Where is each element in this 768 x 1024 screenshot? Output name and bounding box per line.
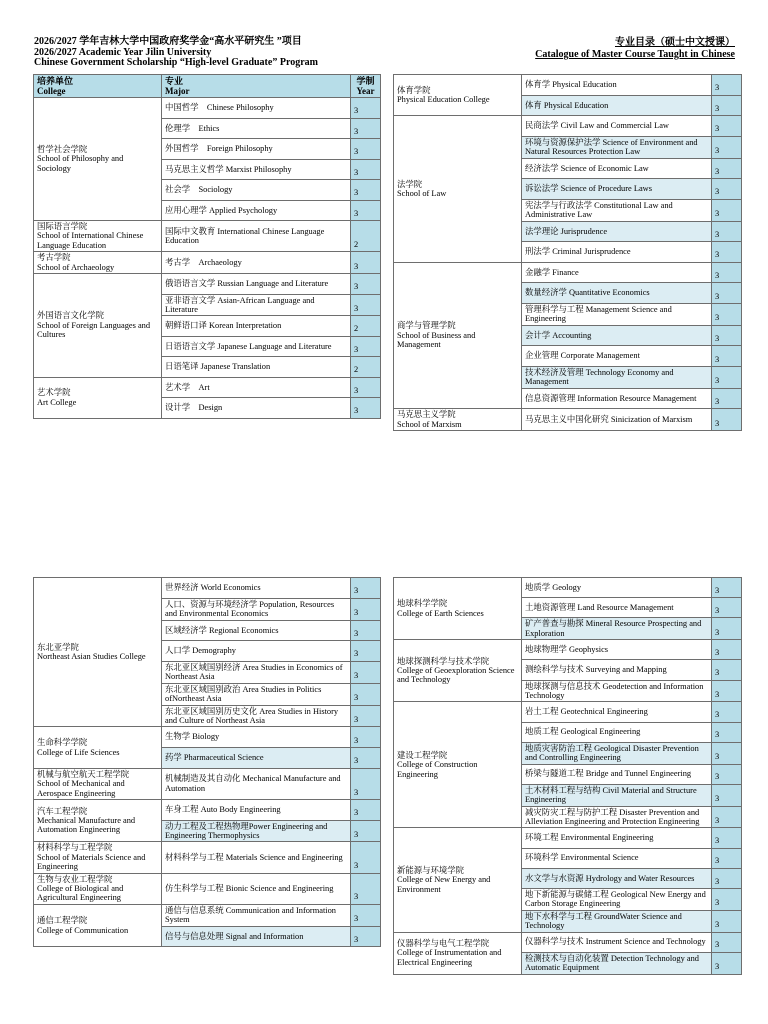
year-cell: 3: [712, 952, 742, 974]
year-cell: 3: [712, 618, 742, 640]
year-cell: 3: [351, 398, 381, 419]
year-cell: 3: [712, 409, 742, 431]
college-name-en: College of Construction Engineering: [397, 760, 478, 779]
major-cell: 地球探测与信息技术 Geodetection and Information Technology: [522, 680, 712, 702]
year-cell: 3: [712, 764, 742, 784]
major-cell: 人口学 Demography: [162, 641, 351, 662]
document-title-block: [34, 37, 318, 69]
year-cell: 3: [712, 221, 742, 242]
college-name-en: School of Philosophy and Sociology: [37, 154, 124, 173]
college-name-cn: 机械与航空航天工程学院: [37, 769, 130, 779]
college-name-cn: 哲学社会学院: [37, 144, 88, 154]
college-name-en: School of Archaeology: [37, 262, 115, 272]
catalogue-title-cn: 专业目录（硕士中文授课）: [615, 37, 735, 48]
year-cell: 3: [351, 598, 381, 620]
year-cell: 3: [712, 199, 742, 221]
year-cell: 2: [351, 316, 381, 337]
year-cell: 3: [712, 179, 742, 200]
year-cell: 3: [351, 799, 381, 820]
major-cell: 人口、资源与环境经济学 Population, Resources and Environmental Economics: [162, 598, 351, 620]
college-name-cn: 地球探测科学与技术学院: [397, 656, 490, 666]
college-cell: [34, 221, 162, 252]
major-cell: 区域经济学 Regional Economics: [162, 620, 351, 641]
college-name-en: College of Biological and Agricultural Engineering: [37, 884, 124, 903]
catalogue-title-block: [535, 37, 735, 61]
college-cell: [34, 274, 162, 378]
college-cell: [394, 262, 522, 409]
major-cell: 艺术学 Art: [162, 377, 351, 398]
year-cell: 3: [351, 768, 381, 799]
college-name-en: School of Materials Science and Engineering: [37, 852, 146, 872]
college-cell: [34, 98, 162, 221]
college-name-cn: 新能源与环境学院: [397, 865, 464, 875]
college-cell: [34, 377, 162, 418]
major-cell: 环境与资源保护法学 Science of Environment and Natural Resources Protection Law: [522, 136, 712, 158]
year-cell: 3: [351, 139, 381, 160]
college-name-cn: 艺术学院: [37, 388, 71, 398]
year-cell: 3: [712, 388, 742, 409]
major-cell: 东北亚区域国别历史文化 Area Studies in History and Culture of Northeast Asia: [162, 705, 351, 727]
year-cell: 3: [351, 118, 381, 139]
table-row: [34, 98, 381, 119]
major-cell: 水文学与水资源 Hydrology and Water Resources: [522, 868, 712, 888]
major-cell: 地下新能源与碳储工程 Geological New Energy and Carbon Storage Engineering: [522, 888, 712, 910]
major-cell: 土地资源管理 Land Resource Management: [522, 598, 712, 618]
major-cell: 地下水科学与工程 GroundWater Science and Technology: [522, 910, 712, 932]
title-line-program: Chinese Government Scholarship “High-level Graduate” Program: [34, 57, 318, 68]
year-cell: 3: [351, 748, 381, 769]
major-cell: 生物学 Biology: [162, 727, 351, 748]
year-cell: 3: [712, 640, 742, 660]
major-cell: 信号与信息处理 Signal and Information: [162, 926, 351, 947]
major-cell: 地质学 Geology: [522, 578, 712, 598]
major-cell: 体育 Physical Education: [522, 95, 712, 116]
year-cell: 3: [712, 680, 742, 702]
year-cell: 3: [712, 806, 742, 828]
college-name-cn: 地球科学学院: [397, 599, 448, 609]
year-cell: 3: [351, 294, 381, 316]
table-body: [34, 578, 381, 947]
major-cell: 信息资源管理 Information Resource Management: [522, 388, 712, 409]
major-cell: 民商法学 Civil Law and Commercial Law: [522, 116, 712, 137]
year-cell: 2: [351, 357, 381, 378]
major-cell: 马克思主义哲学 Marxist Philosophy: [162, 159, 351, 180]
college-cell: [34, 904, 162, 947]
year-cell: 2: [351, 221, 381, 252]
college-name-en: School of Mechanical and Aerospace Engineering: [37, 779, 125, 798]
major-cell: 技术经济及管理 Technology Economy and Management: [522, 366, 712, 388]
year-cell: 3: [351, 873, 381, 904]
year-cell: 3: [712, 888, 742, 910]
catalogue-title-en: Catalogue of Master Course Taught in Chinese: [535, 49, 735, 60]
year-cell: 3: [351, 926, 381, 947]
major-cell: 环境工程 Environmental Engineering: [522, 828, 712, 848]
year-cell: 3: [712, 722, 742, 742]
college-cell: [394, 640, 522, 702]
year-cell: 3: [351, 180, 381, 201]
year-cell: 3: [712, 95, 742, 116]
table-row: [34, 221, 381, 252]
major-cell: 俄语语言文学 Russian Language and Literature: [162, 274, 351, 295]
table-row: [34, 768, 381, 799]
major-cell: 经济法学 Science of Economic Law: [522, 158, 712, 179]
year-cell: 3: [351, 661, 381, 683]
table-row: [34, 578, 381, 599]
major-cell: 桥梁与隧道工程 Bridge and Tunnel Engineering: [522, 764, 712, 784]
major-cell: 地质工程 Geological Engineering: [522, 722, 712, 742]
year-cell: 3: [712, 325, 742, 346]
college-name-en: College of Instrumentation and Electrical Engineering: [397, 948, 502, 967]
college-name-cn: 体育学院: [397, 85, 431, 95]
major-cell: 东北亚区域国别政治 Area Studies in Politics ofNortheast Asia: [162, 683, 351, 705]
college-cell: [394, 828, 522, 932]
title-line-year: 2026/2027 Academic Year Jilin University: [34, 46, 212, 58]
year-cell: 3: [351, 336, 381, 357]
college-name-cn: 外国语言文化学院: [37, 311, 104, 321]
college-name-cn: 马克思主义学院: [397, 410, 456, 420]
year-cell: 3: [351, 904, 381, 926]
year-cell: 3: [351, 727, 381, 748]
table-row: [34, 873, 381, 904]
major-cell: 朝鲜语口译 Korean Interpretation: [162, 316, 351, 337]
table-row: [34, 377, 381, 398]
year-cell: 3: [351, 842, 381, 873]
table-row: [394, 932, 742, 952]
major-cell: 动力工程及工程热物理Power Engineering and Engineering Thermophysics: [162, 820, 351, 842]
major-cell: 测绘科学与技术 Surveying and Mapping: [522, 660, 712, 680]
year-cell: 3: [712, 660, 742, 680]
major-cell: 管理科学与工程 Management Science and Engineering: [522, 303, 712, 325]
year-cell: 3: [351, 200, 381, 221]
college-cell: [34, 842, 162, 873]
major-cell: 药学 Pharmaceutical Science: [162, 748, 351, 769]
table-row: [394, 262, 742, 283]
college-name-cn: 生命科学学院: [37, 738, 88, 748]
table-row: [394, 702, 742, 722]
college-cell: [34, 252, 162, 274]
college-cell: [394, 578, 522, 640]
major-cell: 通信与信息系统 Communication and Information System: [162, 904, 351, 926]
major-table-bottom-left: [33, 577, 381, 947]
major-header: 专业 Major: [162, 75, 351, 98]
college-cell: [34, 768, 162, 799]
year-cell: 3: [351, 274, 381, 295]
year-cell: 3: [351, 578, 381, 599]
major-cell: 马克思主义中国化研究 Sinicization of Marxism: [522, 409, 712, 431]
college-cell: [34, 578, 162, 727]
major-cell: 地质灾害防治工程 Geological Disaster Prevention and Controlling Engineering: [522, 742, 712, 764]
major-cell: 企业管理 Corporate Management: [522, 346, 712, 367]
year-cell: 3: [712, 702, 742, 722]
major-cell: 中国哲学 Chinese Philosophy: [162, 98, 351, 119]
college-name-en: College of Geoexploration Science and Technology: [397, 666, 515, 685]
table-body: [34, 98, 381, 419]
major-cell: 环境科学 Environmental Science: [522, 848, 712, 868]
year-cell: 3: [712, 346, 742, 367]
major-cell: 社会学 Sociology: [162, 180, 351, 201]
college-header: 培养单位 College: [34, 75, 162, 98]
college-name-cn: 法学院: [397, 179, 423, 189]
table-row: [34, 252, 381, 274]
year-cell: 3: [712, 75, 742, 96]
year-cell: 3: [351, 620, 381, 641]
table-row: [394, 640, 742, 660]
table-body: [394, 75, 742, 431]
college-name-en: College of Communication: [37, 925, 129, 935]
year-cell: 3: [712, 303, 742, 325]
major-cell: 诉讼法学 Science of Procedure Laws: [522, 179, 712, 200]
major-cell: 东北亚区域国别经济 Area Studies in Economics of Northeast Asia: [162, 661, 351, 683]
major-cell: 土木材料工程与结构 Civil Material and Structure Engineering: [522, 784, 712, 806]
year-cell: 3: [712, 242, 742, 263]
year-cell: 3: [351, 820, 381, 842]
year-cell: 3: [351, 683, 381, 705]
major-cell: 宪法学与行政法学 Constitutional Law and Administrative Law: [522, 199, 712, 221]
major-cell: 矿产普查与勘探 Mineral Resource Prospecting and Exploration: [522, 618, 712, 640]
college-name-cn: 建设工程学院: [397, 750, 448, 760]
college-name-en: College of Earth Sciences: [397, 608, 484, 618]
major-cell: 仿生科学与工程 Bionic Science and Engineering: [162, 873, 351, 904]
major-cell: 数量经济学 Quantitative Economics: [522, 283, 712, 304]
major-cell: 法学理论 Jurisprudence: [522, 221, 712, 242]
major-cell: 地球物理学 Geophysics: [522, 640, 712, 660]
year-cell: 3: [712, 932, 742, 952]
major-cell: 日语笔译 Japanese Translation: [162, 357, 351, 378]
major-cell: 金融学 Finance: [522, 262, 712, 283]
year-cell: 3: [351, 377, 381, 398]
major-cell: 世界经济 World Economics: [162, 578, 351, 599]
major-cell: 机械制造及其自动化 Mechanical Manufacture and Automation: [162, 768, 351, 799]
table-row: [34, 727, 381, 748]
college-name-cn: 商学与管理学院: [397, 321, 456, 331]
college-name-en: Physical Education College: [397, 95, 490, 105]
college-name-en: College of Life Sciences: [37, 747, 120, 757]
year-cell: 3: [712, 116, 742, 137]
major-cell: 伦理学 Ethics: [162, 118, 351, 139]
college-name-en: School of Business and Management: [397, 330, 476, 350]
college-cell: [34, 727, 162, 768]
college-cell: [34, 873, 162, 904]
table-header-row: [34, 75, 381, 98]
college-name-en: Northeast Asian Studies College: [37, 652, 146, 662]
table-row: [394, 828, 742, 848]
college-name-en: School of Foreign Languages and Cultures: [37, 320, 151, 340]
college-cell: [394, 932, 522, 974]
major-cell: 国际中文教育 International Chinese Language Education: [162, 221, 351, 252]
college-name-en: Mechanical Manufacture and Automation Engineering: [37, 815, 136, 835]
college-name-en: School of Law: [397, 188, 447, 198]
table-row: [394, 75, 742, 96]
college-name-en: College of New Energy and Environment: [397, 875, 491, 894]
title-line-cn: 2026/2027 学年吉林大学中国政府奖学金“高水平研究生 ”项目: [34, 36, 302, 47]
year-cell: 3: [712, 910, 742, 932]
table-row: [34, 799, 381, 820]
college-cell: [394, 116, 522, 263]
table-row: [394, 409, 742, 431]
major-cell: 考古学 Archaeology: [162, 252, 351, 274]
major-cell: 设计学 Design: [162, 398, 351, 419]
major-cell: 材料科学与工程 Materials Science and Engineering: [162, 842, 351, 873]
college-cell: [34, 799, 162, 842]
college-name-cn: 国际语言学院: [37, 222, 88, 231]
college-name-en: Art College: [37, 397, 77, 407]
year-cell: 3: [712, 158, 742, 179]
major-cell: 外国哲学 Foreign Philosophy: [162, 139, 351, 160]
year-cell: 3: [712, 366, 742, 388]
major-cell: 减灾防灾工程与防护工程 Disaster Prevention and Alleviation Engineering and Protection Engineering: [522, 806, 712, 828]
college-name-cn: 仪器科学与电气工程学院: [397, 938, 490, 948]
year-cell: 3: [712, 262, 742, 283]
year-cell: 3: [712, 598, 742, 618]
major-cell: 会计学 Accounting: [522, 325, 712, 346]
college-name-cn: 汽车工程学院: [37, 806, 88, 816]
major-cell: 检测技术与自动化装置 Detection Technology and Automatic Equipment: [522, 952, 712, 974]
year-cell: 3: [712, 828, 742, 848]
major-cell: 车身工程 Auto Body Engineering: [162, 799, 351, 820]
major-cell: 体育学 Physical Education: [522, 75, 712, 96]
college-name-en: School of Marxism: [397, 419, 462, 429]
table-row: [394, 116, 742, 137]
college-name-en: School of International Chinese Language Education: [37, 231, 144, 250]
major-cell: 仪器科学与技术 Instrument Science and Technology: [522, 932, 712, 952]
major-cell: 应用心理学 Applied Psychology: [162, 200, 351, 221]
year-cell: 3: [712, 848, 742, 868]
table-row: [34, 274, 381, 295]
major-cell: 刑法学 Criminal Jurisprudence: [522, 242, 712, 263]
college-name-cn: 生物与农业工程学院: [37, 874, 113, 884]
major-cell: 岩土工程 Geotechnical Engineering: [522, 702, 712, 722]
major-table-bottom-right: [393, 577, 742, 975]
table-row: [34, 904, 381, 926]
year-cell: 3: [712, 283, 742, 304]
major-table-top-left: [33, 74, 381, 419]
college-cell: [394, 702, 522, 828]
major-cell: 日语语言文学 Japanese Language and Literature: [162, 336, 351, 357]
year-header: 学制 Year: [351, 75, 381, 98]
year-cell: 3: [351, 252, 381, 274]
college-name-cn: 通信工程学院: [37, 916, 88, 926]
year-cell: 3: [712, 742, 742, 764]
year-cell: 3: [712, 578, 742, 598]
college-name-cn: 考古学院: [37, 253, 71, 263]
major-table-top-right: [393, 74, 742, 431]
year-cell: 3: [351, 98, 381, 119]
college-cell: [394, 409, 522, 431]
year-cell: 3: [351, 705, 381, 727]
table-row: [34, 842, 381, 873]
table-body: [394, 578, 742, 975]
college-name-cn: 材料科学与工程学院: [37, 843, 113, 853]
year-cell: 3: [351, 641, 381, 662]
year-cell: 3: [351, 159, 381, 180]
college-cell: [394, 75, 522, 116]
college-name-cn: 东北亚学院: [37, 642, 79, 652]
year-cell: 3: [712, 868, 742, 888]
year-cell: 3: [712, 136, 742, 158]
year-cell: 3: [712, 784, 742, 806]
major-cell: 亚非语言文学 Asian-African Language and Literature: [162, 294, 351, 316]
table-row: [394, 578, 742, 598]
